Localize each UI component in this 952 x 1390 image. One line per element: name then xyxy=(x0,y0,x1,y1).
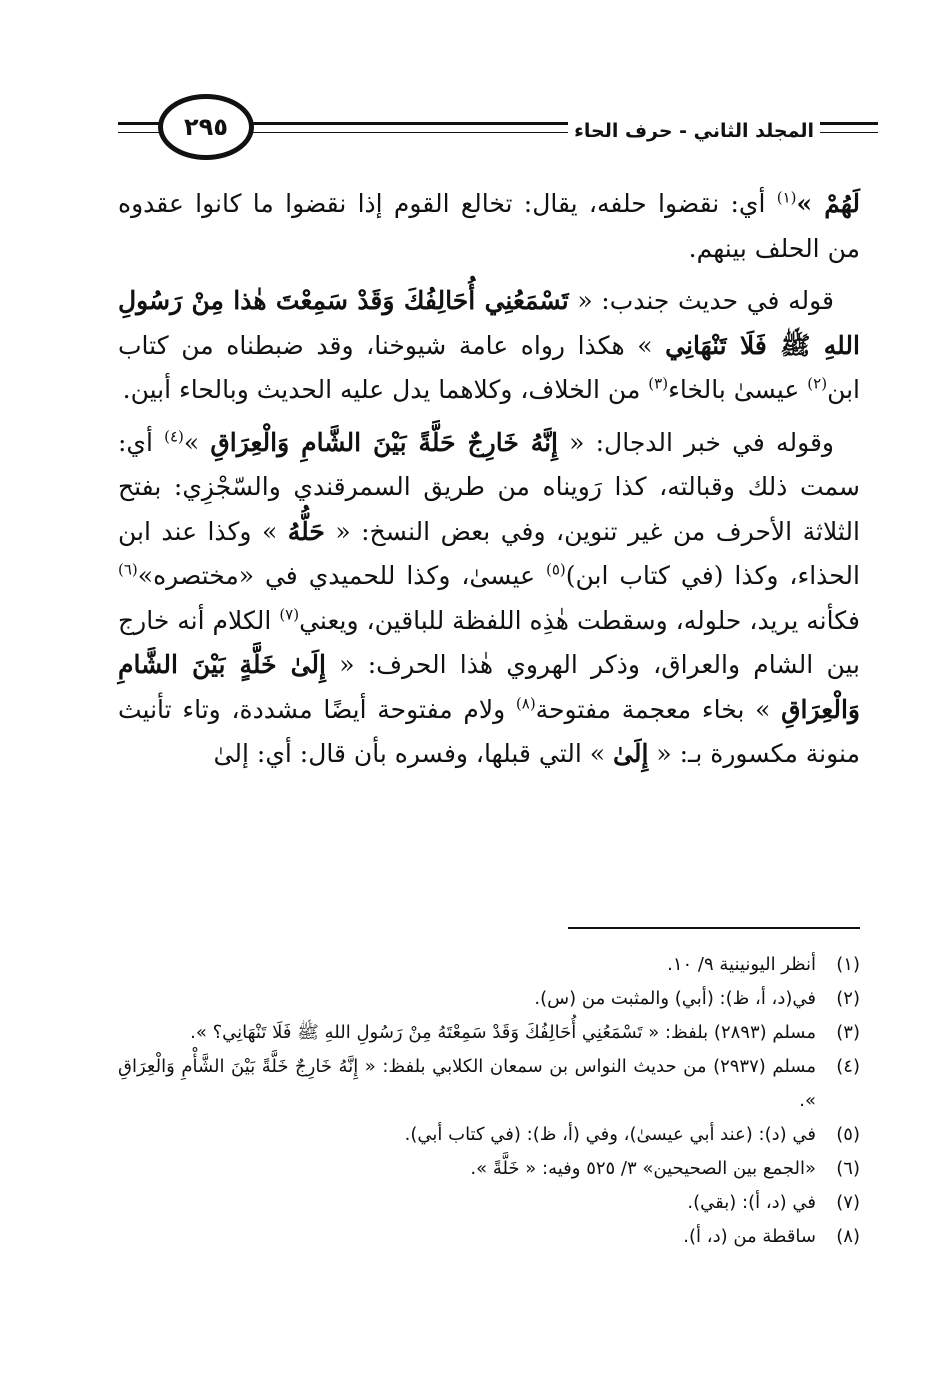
text: ولام مفتوحة أيضًا مشددة، وتاء تأنيث منونة مكسورة بـ: « xyxy=(118,694,860,768)
footnote-number: (٨) xyxy=(836,1226,860,1247)
footnote-text: «الجمع بين الصحيحين» ٣/ ٥٢٥ وفيه: « خَلَّةً ». xyxy=(470,1158,816,1179)
text: » التي قبلها، وفسره بأن قال: أي: إلىٰ xyxy=(213,739,613,768)
footnote xyxy=(118,1050,860,1118)
footnote-number: (٥) xyxy=(836,1124,860,1145)
footnotes xyxy=(118,948,860,1254)
page-number: ٢٩٥ xyxy=(158,94,254,160)
running-head: المجلد الثاني - حرف الحاء xyxy=(568,120,820,142)
text: قوله في حديث جندب: « xyxy=(568,286,834,315)
text: » هكذا رواه عامة شيوخنا، وقد ضبطناه من كتاب ابن xyxy=(118,330,860,404)
paragraph-2 xyxy=(118,279,860,413)
footnote-text: في (د، أ): (بقي). xyxy=(687,1192,816,1213)
hadith-quote: إِلَىٰ خَلَّةٍ بَيْنَ الشَّامِ وَالْعِرَاقِ xyxy=(118,650,860,724)
hadith-quote: إِنَّهُ خَارِجٌ حَلَّةً بَيْنَ الشَّامِ وَالْعِرَاقِ xyxy=(210,427,559,457)
text: » بخاء معجمة مفتوحة xyxy=(535,694,782,724)
footnote-ref: (٢) xyxy=(807,374,828,393)
text: من الخلاف، وكلاهما يدل عليه الحديث وبالحاء أبين. xyxy=(122,375,649,404)
text: أي: نقضوا حلفه، يقال: تخالع القوم إذا نقضوا ما كانوا عقدوه من الحلف بينهم. xyxy=(118,189,860,263)
paragraph-3 xyxy=(118,421,860,777)
footnote-ref: (٥) xyxy=(545,560,566,579)
paragraph-1 xyxy=(118,182,860,271)
footnote xyxy=(118,1220,860,1254)
footnote-ref: (٨) xyxy=(515,694,536,713)
text: فكأنه يريد، حلوله، وسقطت هٰذِه اللفظة للباقين، ويعني xyxy=(299,605,860,635)
footnote xyxy=(118,1016,860,1050)
footnote-separator xyxy=(568,927,860,929)
quote: حَلُّهُ xyxy=(287,516,325,546)
footnote-ref: (٦) xyxy=(118,560,138,579)
footnote xyxy=(118,1118,860,1152)
footnote-ref: (٧) xyxy=(279,605,300,624)
footnote-number: (٦) xyxy=(836,1158,860,1179)
text: الكلام أنه خارج بين الشام والعراق، وذكر الهروي هٰذا الحرف: « xyxy=(118,605,860,679)
footnote-ref: (٣) xyxy=(648,374,669,393)
footnote-number: (٧) xyxy=(836,1192,860,1213)
quote: لَهُمْ » xyxy=(796,189,861,218)
footnote-text: في (د): (عند أبي عيسىٰ)، وفي (أ، ظ): (في كتاب أبي). xyxy=(404,1124,816,1145)
footnote-text: في(د، أ، ظ): (أبي) والمثبت من (س). xyxy=(534,988,816,1009)
footnote-text: مسلم (٢٨٩٣) بلفظ: « تَسْمَعُنِي أُحَالِفُكَ وَقَدْ سَمِعْتَهُ مِنْ رَسُولِ اللهِ ﷺ فَلَا تَنْهَانِي؟ ». xyxy=(190,1022,816,1043)
footnote-text: ساقطة من (د، أ). xyxy=(683,1226,816,1247)
page-header xyxy=(118,92,878,172)
footnote-number: (٤) xyxy=(836,1056,860,1077)
footnote-text: أنظر اليونينية ٩/ ١٠. xyxy=(667,954,816,975)
footnote xyxy=(118,948,860,982)
text: » وكذا عند ابن الحذاء، وكذا (في كتاب ابن) xyxy=(118,516,860,590)
footnote-number: (١) xyxy=(836,954,860,975)
hadith-quote: تَسْمَعُنِي أُحَالِفُكَ وَقَدْ سَمِعْتَ هٰذا مِنْ رَسُولِ اللهِ ﷺ فَلَا تَنْهَانِي xyxy=(118,286,860,360)
footnote-ref: (٤) xyxy=(164,427,184,446)
text: وقوله في خبر الدجال: « xyxy=(558,427,835,457)
text: عيسىٰ بالخاء xyxy=(668,375,808,404)
quote: إِلَىٰ xyxy=(613,739,649,768)
main-text xyxy=(118,182,860,785)
footnote xyxy=(118,1152,860,1186)
footnote xyxy=(118,982,860,1016)
footnote-text: مسلم (٢٩٣٧) من حديث النواس بن سمعان الكلابي بلفظ: « إِنَّهُ خَارِجٌ خَلَّةً بَيْنَ الشَّأْمِ وَالْعِرَاقِ ». xyxy=(118,1056,816,1111)
footnote-number: (٣) xyxy=(836,1022,860,1043)
footnote-number: (٢) xyxy=(836,988,860,1009)
footnote xyxy=(118,1186,860,1220)
text: عيسىٰ، وكذا للحميدي في «مختصره» xyxy=(137,561,546,590)
text: » xyxy=(183,427,211,457)
footnote-ref: (١) xyxy=(776,188,797,207)
text: أي: سمت ذلك وقبالته، كذا رَويناه من طريق السمرقندي والسّجْزِي: بفتح الثلاثة الأحرف من غير تنوين، وفي بعض النسخ: « xyxy=(118,427,860,546)
